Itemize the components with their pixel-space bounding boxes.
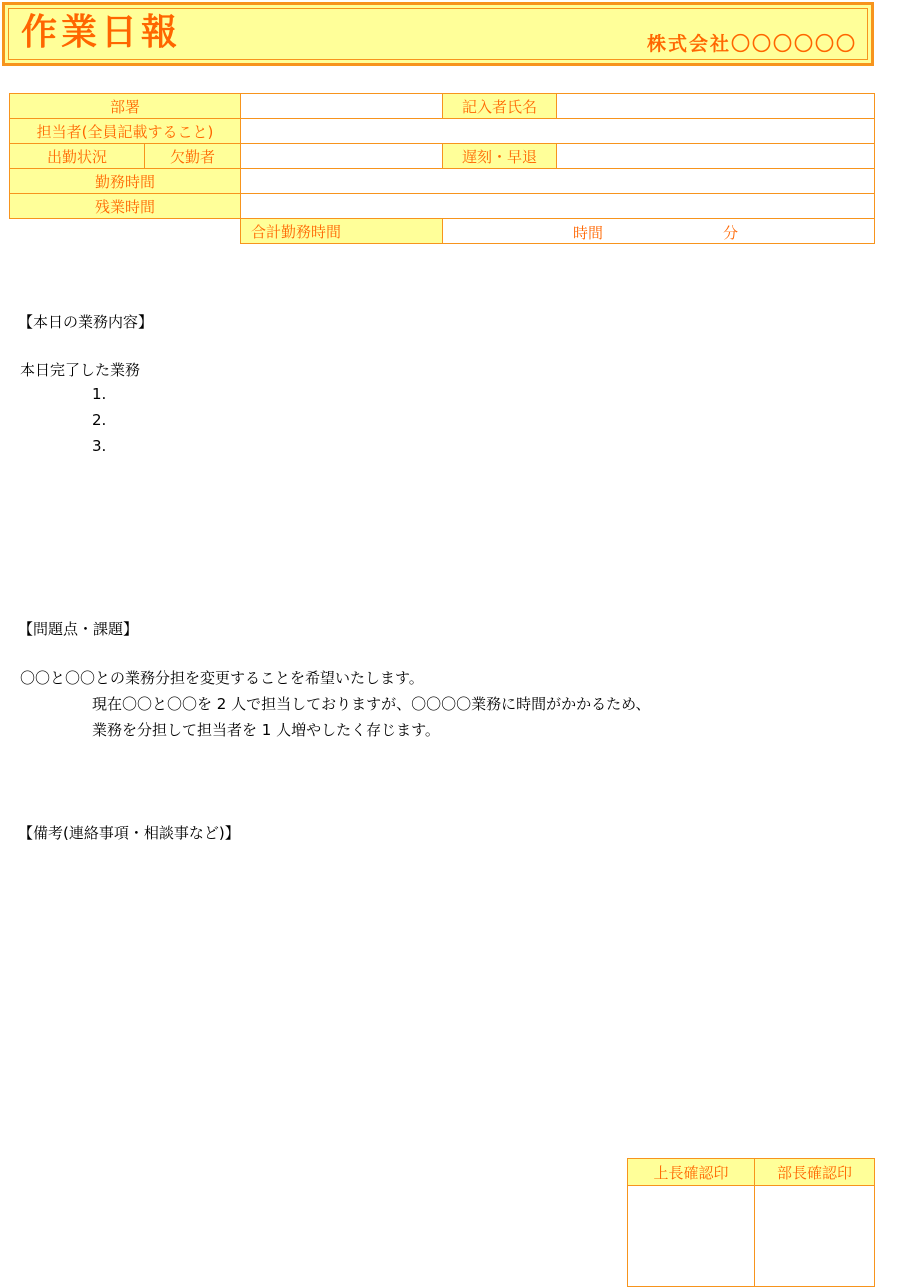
work-item-1: 1. bbox=[92, 385, 107, 403]
attendance-label: 出勤状況 bbox=[10, 144, 145, 169]
company-name: 株式会社〇〇〇〇〇〇 bbox=[646, 33, 857, 55]
row-total-hours bbox=[10, 219, 875, 244]
row-overtime bbox=[10, 194, 875, 219]
writer-label: 記入者氏名 bbox=[443, 94, 557, 119]
hours-unit: 時間 bbox=[573, 224, 604, 242]
blank-cell bbox=[10, 219, 241, 244]
person-in-charge-label: 担当者(全員記載すること) bbox=[10, 119, 241, 144]
report-title: 作業日報 bbox=[21, 12, 182, 53]
total-hours-label: 合計勤務時間 bbox=[241, 219, 443, 244]
absentee-field[interactable] bbox=[241, 144, 443, 169]
work-item-3: 3. bbox=[92, 437, 107, 455]
supervisor-stamp-box[interactable] bbox=[628, 1186, 755, 1287]
manager-stamp-label: 部長確認印 bbox=[755, 1159, 875, 1186]
work-item-2: 2. bbox=[92, 411, 107, 429]
person-in-charge-field[interactable] bbox=[241, 119, 875, 144]
total-hours-field[interactable] bbox=[443, 219, 875, 244]
manager-stamp-box[interactable] bbox=[755, 1186, 875, 1287]
supervisor-stamp-label: 上長確認印 bbox=[628, 1159, 755, 1186]
issues-line-3: 業務を分担して担当者を 1 人増やしたく存じます。 bbox=[92, 721, 440, 739]
work-section-heading: 【本日の業務内容】 bbox=[18, 313, 154, 331]
row-person-in-charge bbox=[10, 119, 875, 144]
writer-field[interactable] bbox=[557, 94, 875, 119]
approval-stamp-table bbox=[627, 1158, 875, 1287]
work-hours-label: 勤務時間 bbox=[10, 169, 241, 194]
department-label: 部署 bbox=[10, 94, 241, 119]
late-early-field[interactable] bbox=[557, 144, 875, 169]
minutes-unit: 分 bbox=[723, 224, 739, 242]
row-work-hours bbox=[10, 169, 875, 194]
late-early-label: 遅刻・早退 bbox=[443, 144, 557, 169]
report-header bbox=[2, 2, 874, 66]
overtime-field[interactable] bbox=[241, 194, 875, 219]
notes-section-heading: 【備考(連絡事項・相談事など)】 bbox=[18, 824, 240, 842]
overtime-label: 残業時間 bbox=[10, 194, 241, 219]
department-field[interactable] bbox=[241, 94, 443, 119]
info-table bbox=[9, 93, 875, 244]
issues-section-heading: 【問題点・課題】 bbox=[18, 620, 139, 638]
row-attendance bbox=[10, 144, 875, 169]
issues-line-2: 現在〇〇と〇〇を 2 人で担当しておりますが、〇〇〇〇業務に時間がかかるため、 bbox=[92, 695, 651, 713]
absentee-label: 欠勤者 bbox=[145, 144, 241, 169]
issues-line-1: 〇〇と〇〇との業務分担を変更することを希望いたします。 bbox=[20, 669, 424, 687]
work-completed-heading: 本日完了した業務 bbox=[20, 361, 141, 379]
row-department bbox=[10, 94, 875, 119]
work-hours-field[interactable] bbox=[241, 169, 875, 194]
